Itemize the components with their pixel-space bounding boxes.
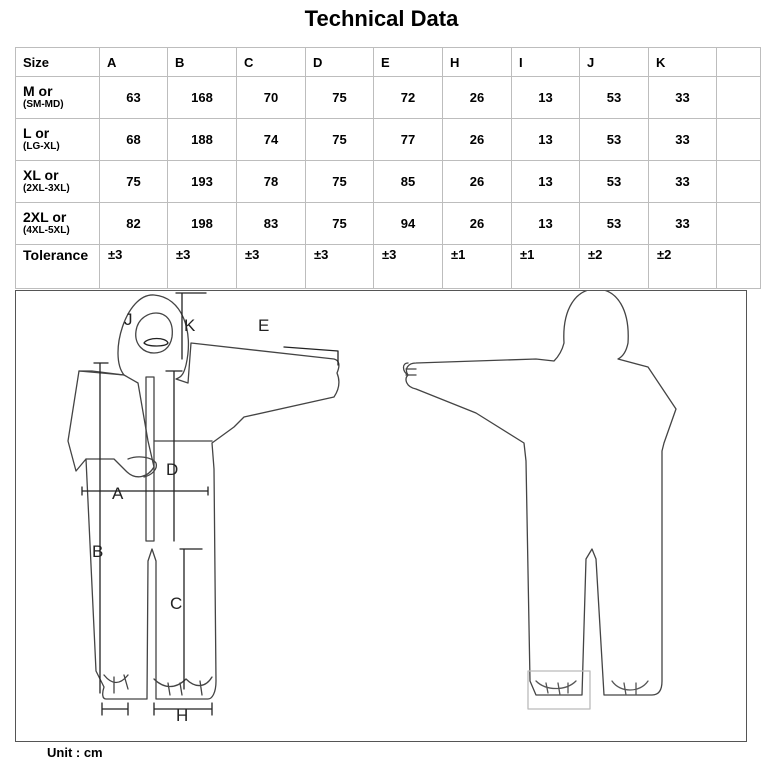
dim-label-b: B xyxy=(92,542,104,561)
front-cuff-left xyxy=(104,675,128,693)
size-name: XL or xyxy=(23,166,59,183)
unit-label: Unit : cm xyxy=(47,745,103,760)
front-hood-face xyxy=(136,313,173,353)
column-header-k: K xyxy=(649,48,717,77)
empty-cell xyxy=(717,245,761,289)
size-range: (SM-MD) xyxy=(23,98,64,110)
value-cell: 53 xyxy=(580,77,649,119)
dim-b-line xyxy=(94,363,108,693)
tolerance-row xyxy=(16,245,761,289)
empty-cell xyxy=(717,203,761,245)
coverall-diagram xyxy=(15,290,747,742)
table-row xyxy=(16,161,761,203)
dim-label-d: D xyxy=(166,460,179,479)
value-cell: 13 xyxy=(512,203,580,245)
table-header-row xyxy=(16,48,761,77)
column-header-empty xyxy=(717,48,761,77)
value-cell: 198 xyxy=(168,203,237,245)
value-cell: 26 xyxy=(443,119,512,161)
tolerance-cell: ±3 xyxy=(374,245,443,289)
size-name: 2XL or xyxy=(23,208,67,225)
dim-d-line xyxy=(166,371,182,541)
value-cell: 26 xyxy=(443,77,512,119)
column-header-b: B xyxy=(168,48,237,77)
value-cell: 85 xyxy=(374,161,443,203)
value-cell: 75 xyxy=(100,161,168,203)
column-header-size: Size xyxy=(16,48,100,77)
column-header-c: C xyxy=(237,48,306,77)
value-cell: 33 xyxy=(649,119,717,161)
coverall-drawing xyxy=(16,291,746,741)
tolerance-cell: ±3 xyxy=(237,245,306,289)
column-header-j: J xyxy=(580,48,649,77)
value-cell: 63 xyxy=(100,77,168,119)
value-cell: 83 xyxy=(237,203,306,245)
value-cell: 82 xyxy=(100,203,168,245)
value-cell: 33 xyxy=(649,161,717,203)
size-cell xyxy=(16,161,100,203)
dim-label-k: K xyxy=(184,316,196,335)
value-cell: 68 xyxy=(100,119,168,161)
size-name: L or xyxy=(23,124,50,141)
size-range: (2XL-3XL) xyxy=(23,182,70,194)
size-name: M or xyxy=(23,82,53,99)
front-glove xyxy=(128,457,156,477)
tolerance-cell: ±3 xyxy=(100,245,168,289)
value-cell: 53 xyxy=(580,119,649,161)
value-cell: 26 xyxy=(443,203,512,245)
front-coverall-outline xyxy=(68,295,339,699)
page-title: Technical Data xyxy=(304,6,459,31)
dim-label-a: A xyxy=(112,484,124,503)
size-cell xyxy=(16,119,100,161)
table-row xyxy=(16,119,761,161)
value-cell: 53 xyxy=(580,203,649,245)
value-cell: 77 xyxy=(374,119,443,161)
dim-j-line xyxy=(144,339,168,347)
tolerance-cell: ±3 xyxy=(306,245,374,289)
value-cell: 72 xyxy=(374,77,443,119)
column-header-a: A xyxy=(100,48,168,77)
size-range: (LG-XL) xyxy=(23,140,60,152)
empty-cell xyxy=(717,119,761,161)
back-cuff-right xyxy=(612,681,648,695)
value-cell: 13 xyxy=(512,119,580,161)
empty-cell xyxy=(717,161,761,203)
tolerance-cell: ±3 xyxy=(168,245,237,289)
value-cell: 33 xyxy=(649,77,717,119)
size-range: (4XL-5XL) xyxy=(23,224,70,236)
column-header-e: E xyxy=(374,48,443,77)
value-cell: 26 xyxy=(443,161,512,203)
dim-label-h: H xyxy=(176,706,189,725)
size-cell xyxy=(16,77,100,119)
value-cell: 75 xyxy=(306,77,374,119)
dim-label-c: C xyxy=(170,594,183,613)
front-cuff-right xyxy=(154,677,212,695)
tolerance-label: Tolerance xyxy=(16,245,100,289)
value-cell: 53 xyxy=(580,161,649,203)
value-cell: 13 xyxy=(512,161,580,203)
column-header-h: H xyxy=(443,48,512,77)
technical-data-table xyxy=(15,47,761,289)
column-header-d: D xyxy=(306,48,374,77)
dim-label-e: E xyxy=(258,316,270,335)
dim-a-line xyxy=(82,487,208,495)
value-cell: 193 xyxy=(168,161,237,203)
value-cell: 33 xyxy=(649,203,717,245)
table-row xyxy=(16,203,761,245)
tolerance-cell: ±1 xyxy=(443,245,512,289)
value-cell: 13 xyxy=(512,77,580,119)
front-left-sleeve xyxy=(79,371,154,477)
tolerance-cell: ±1 xyxy=(512,245,580,289)
dim-i-line xyxy=(102,703,128,715)
empty-cell xyxy=(717,77,761,119)
value-cell: 75 xyxy=(306,203,374,245)
value-cell: 75 xyxy=(306,119,374,161)
value-cell: 188 xyxy=(168,119,237,161)
value-cell: 75 xyxy=(306,161,374,203)
value-cell: 74 xyxy=(237,119,306,161)
value-cell: 168 xyxy=(168,77,237,119)
value-cell: 70 xyxy=(237,77,306,119)
column-header-i: I xyxy=(512,48,580,77)
dim-c-line xyxy=(180,549,202,689)
dim-label-j: J xyxy=(124,310,133,329)
table-row xyxy=(16,77,761,119)
back-coverall-outline xyxy=(406,291,676,695)
back-cuff-left xyxy=(536,681,576,695)
value-cell: 78 xyxy=(237,161,306,203)
size-cell xyxy=(16,203,100,245)
tolerance-cell: ±2 xyxy=(580,245,649,289)
tolerance-cell: ±2 xyxy=(649,245,717,289)
value-cell: 94 xyxy=(374,203,443,245)
